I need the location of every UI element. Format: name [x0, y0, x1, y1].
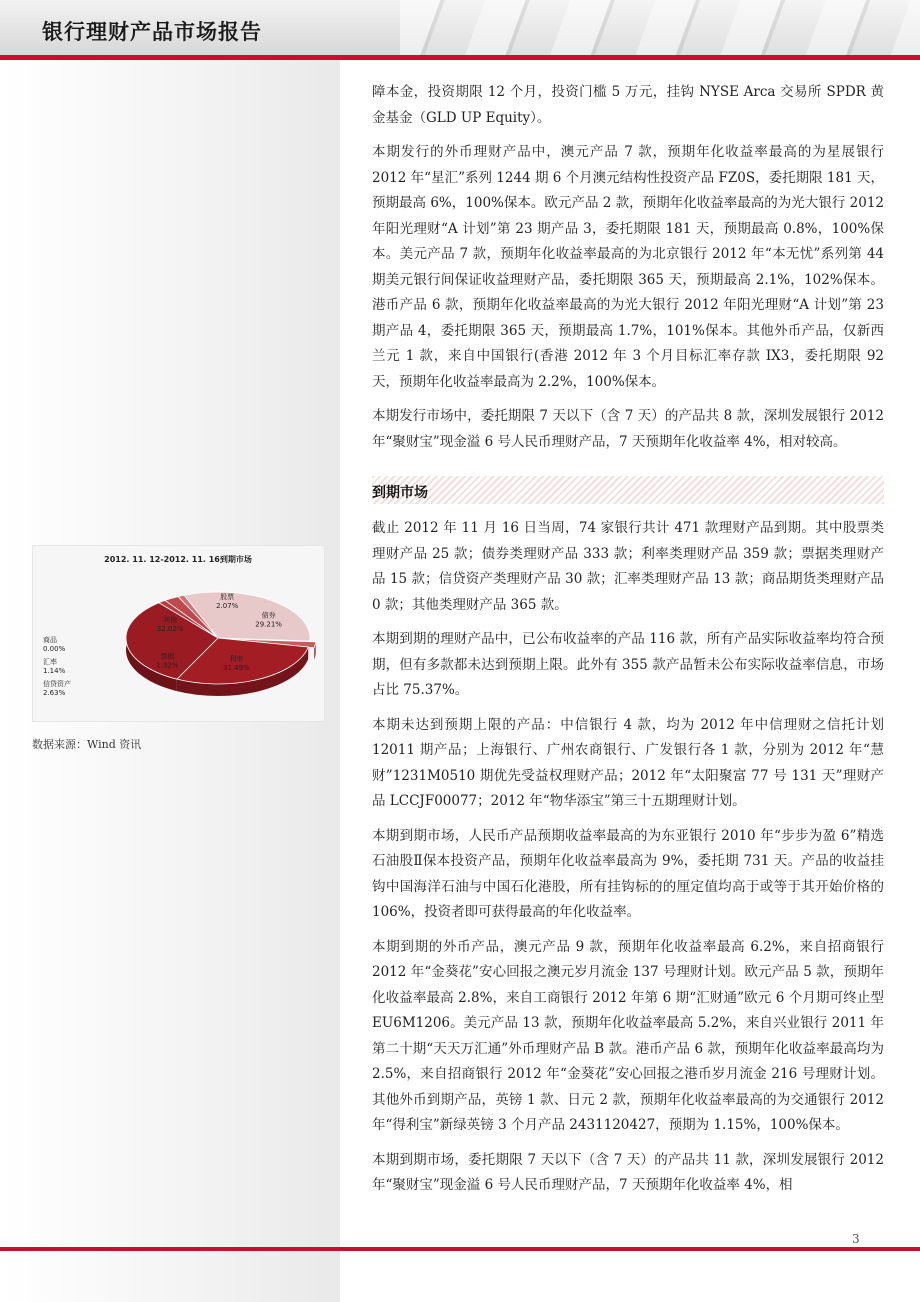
slice-value-label: 0.00%	[43, 645, 66, 653]
slice-value-label: 2.07%	[216, 601, 239, 610]
slice-label: 股票	[220, 592, 235, 601]
paragraph: 本期发行市场中，委托期限 7 天以下（含 7 天）的产品共 8 款，深圳发展银行 2012 年“聚财宝”现金溢 6 号人民币理财产品，7 天预期年化收益率 4%，相对较高。	[372, 408, 884, 450]
slice-label: 票据	[160, 652, 175, 661]
paragraph: 本期未达到预期上限的产品：中信银行 4 款，均为 2012 年中信理财之信托计划 12011 期产品；上海银行、广州农商银行、广发银行各 1 款，分别为 2012 年“慧财”1231M0510 期优先受益权理财产品；2012 年“太阳聚富 77 号 131 天”理财产品 LCCJF00077；2012 年“物华添宝”第三十五期理财计划。	[372, 716, 884, 809]
slice-label: 其他	[163, 615, 178, 624]
report-title: 银行理财产品市场报告	[42, 20, 262, 44]
slice-value-label: 1.32%	[156, 661, 179, 670]
paragraph: 本期到期市场，人民币产品预期收益率最高的为东亚银行 2010 年“步步为盈 6”精选石油股Ⅱ保本投资产品，预期年化收益率最高为 9%，委托期 731 天。产品的收益挂钩中国海洋石油与中国石化港股，所有挂钩标的的厘定值均高于或等于其开始价格的 106%，投资者即可获得最高的年化收益率。	[372, 827, 884, 920]
slice-value-label: 29.21%	[255, 620, 282, 629]
header-decoration	[400, 0, 920, 55]
chart-title: 2012. 11. 12-2012. 11. 16到期市场	[104, 555, 252, 564]
footer-rule	[0, 1247, 920, 1251]
header-band	[0, 0, 920, 55]
slice-value-label: 31.49%	[223, 664, 250, 672]
slice-value-label: 1.14%	[43, 667, 66, 675]
slice-value-label: 2.63%	[43, 689, 66, 697]
paragraph: 截止 2012 年 11 月 16 日当周，74 家银行共计 471 款理财产品到期。其中股票类理财产品 25 款；债券类理财产品 333 款；利率类理财产品 359 款；票据类理财产品 15 款；信贷资产类理财产品 30 款；汇率类理财产品 13 款；商品期货类理财产品 0 款；其他类理财产品 365 款。	[372, 520, 884, 613]
slice-label: 债券	[261, 611, 276, 620]
main-content	[372, 80, 884, 1208]
slice-label: 汇率	[43, 658, 57, 666]
slice-value-label: 32.02%	[156, 624, 184, 633]
pie-chart	[32, 545, 325, 722]
pie-chart-svg	[33, 546, 324, 721]
paragraph: 本期到期的理财产品中，已公布收益率的产品 116 款，所有产品实际收益率均符合预期，但有多款都未达到预期上限。此外有 355 款产品暂未公布实际收益率信息，市场占比 75.37%。	[372, 631, 884, 698]
paragraph: 本期到期的外币产品，澳元产品 9 款，预期年化收益率最高 6.2%，来自招商银行 2012 年“金葵花”安心回报之澳元岁月流金 137 号理财计划。欧元产品 5 款，预期年化收益率最高 2.8%，来自工商银行 2012 年第 6 期“汇财通”欧元 6 个月期可终止型 EU6M1206。美元产品 13 款，预期年化收益率最高 5.2%，来自兴业银行 2011 年第二十期“天天万汇通”外币理财产品 B 款。港币产品 6 款，预期年化收益率最高均为 2.5%，来自招商银行 2012 年“金葵花”安心回报之港币岁月流金 216 号理财计划。其他外币到期产品，英镑 1 款、日元 2 款，预期年化收益率最高的为交通银行 2012 年“得利宝”新绿英镑 3 个月产品 2431120427，预期为 1.15%，100%保本。	[372, 938, 884, 1133]
slice-label: 商品	[43, 636, 57, 644]
slice-label: 利率	[229, 655, 244, 663]
section-heading	[372, 476, 884, 504]
slice-label: 信贷资产	[43, 680, 71, 688]
section-title: 到期市场	[372, 485, 428, 501]
paragraph: 障本金，投资期限 12 个月，投资门槛 5 万元，挂钩 NYSE Arca 交易所 SPDR 黄金基金（GLD UP Equity）。	[372, 84, 884, 126]
source-note: 数据来源：Wind 资讯	[32, 738, 142, 751]
page-number: 3	[852, 1232, 860, 1246]
paragraph: 本期到期市场，委托期限 7 天以下（含 7 天）的产品共 11 款，深圳发展银行 2012 年“聚财宝”现金溢 6 号人民币理财产品，7 天预期年化收益率 4%，相	[372, 1151, 884, 1193]
paragraph: 本期发行的外币理财产品中，澳元产品 7 款，预期年化收益率最高的为星展银行 2012 年“星汇”系列 1244 期 6 个月澳元结构性投资产品 FZ0S，委托期限 181 天，预期最高 6%，100%保本。欧元产品 2 款，预期年化收益率最高的为光大银行 2012 年阳光理财“A 计划”第 23 期产品 3，委托期限 181 天，预期最高 0.8%，100%保本。美元产品 7 款，预期年化收益率最高的为北京银行 2012 年“本无忧”系列第 44 期美元银行间保证收益理财产品，委托期限 365 天，预期最高 2.1%，102%保本。港币产品 6 款，预期年化收益率最高的为光大银行 2012 年阳光理财“A 计划”第 23 期产品 4，委托期限 365 天，预期最高 1.7%，101%保本。其他外币产品，仅新西兰元 1 款，来自中国银行(香港 2012 年 3 个月目标汇率存款 IX3，委托期限 92 天，预期年化收益率最高为 2.2%，100%保本。	[372, 144, 884, 390]
